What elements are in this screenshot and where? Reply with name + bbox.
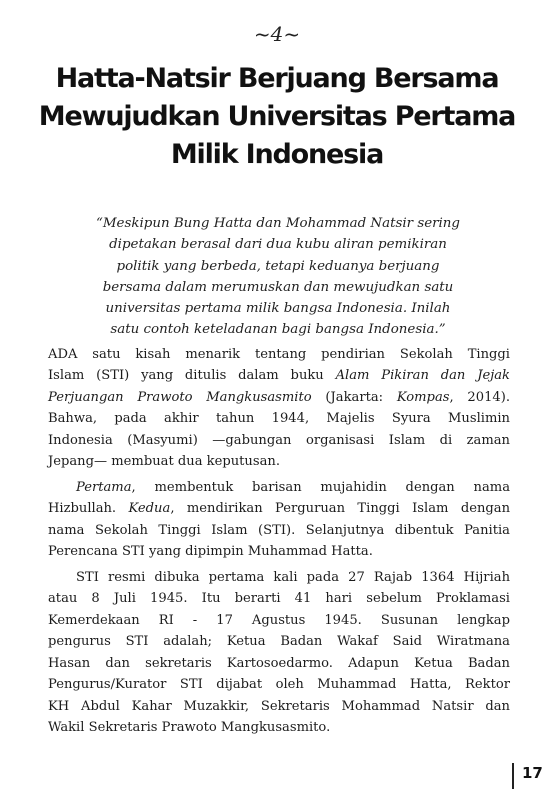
text-line: atau 8 Juli 1945. Itu berarti 41 hari sebelum Proklamasi — [48, 591, 510, 607]
quote-line: “Meskipun Bung Hatta dan Mohammad Natsir sering — [96, 216, 460, 231]
text-line: Perencana STI yang dipimpin Muhammad Hatta. — [48, 544, 373, 560]
text-run: , mendirikan Perguruan Tinggi Islam dengan — [170, 501, 510, 517]
title-line: Mewujudkan Universitas Pertama — [38, 101, 516, 132]
text-line — [48, 387, 510, 408]
title-line: Milik Indonesia — [170, 139, 384, 170]
text-line: Kemerdekaan RI - 17 Agustus 1945. Susunan lengkap — [48, 612, 510, 628]
epigraph-quote — [66, 213, 490, 341]
quote-line: dipetakan berasal dari dua kubu aliran pemikiran — [109, 237, 447, 253]
text-line: Wakil Sekretaris Prawoto Mangkusasmito. — [48, 719, 331, 735]
book-title: Perjuangan Prawoto Mangkusasmito — [48, 389, 312, 405]
text-run: Hizbullah. — [48, 501, 129, 517]
quote-line: politik yang berbeda, tetapi keduanya berjuang — [116, 258, 440, 274]
text-line: KH Abdul Kahar Muzakkir, Sekretaris Mohammad Natsir dan — [48, 698, 510, 714]
quote-line: bersama dalam merumuskan dan mewujudkan satu — [102, 279, 454, 295]
text-line — [48, 498, 510, 519]
text-run: , membentuk barisan mujahidin dengan nama — [131, 479, 510, 495]
text-line — [48, 477, 510, 498]
text-line: Indonesia (Masyumi) —gabungan organisasi Islam di zaman — [48, 432, 510, 448]
quote-line: universitas pertama milik bangsa Indonesia. Inilah — [105, 301, 451, 317]
text-line: STI resmi dibuka pertama kali pada 27 Rajab 1364 Hijriah — [76, 570, 510, 586]
text-line: Bahwa, pada akhir tahun 1944, Majelis Syura Muslimin — [48, 411, 510, 427]
text-line — [48, 365, 510, 386]
page-number-divider — [512, 763, 514, 789]
emphasis: Pertama — [76, 479, 132, 495]
chapter-title — [20, 60, 534, 174]
chapter-number: ~4~ — [253, 22, 301, 46]
emphasis: Kedua — [128, 501, 171, 517]
paragraph — [48, 477, 510, 563]
text-run: , 2014). — [449, 389, 510, 405]
text-line: Hasan dan sekretaris Kartosoedarmo. Adapun Ketua Badan — [48, 655, 510, 671]
publisher-name: Kompas — [396, 389, 450, 405]
body-text — [48, 344, 510, 743]
book-title: Alam Pikiran dan Jejak — [335, 368, 510, 384]
page-number: 17 — [522, 764, 543, 782]
text-line: pengurus STI adalah; Ketua Badan Wakaf Said Wiratmana — [48, 634, 510, 650]
text-line: Jepang— membuat dua keputusan. — [48, 454, 280, 470]
title-line: Hatta-Natsir Berjuang Bersama — [55, 63, 499, 94]
text-run: (Jakarta: — [311, 389, 397, 405]
quote-line: satu contoh keteladanan bagi bangsa Indonesia.” — [110, 322, 446, 338]
text-line: nama Sekolah Tinggi Islam (STI). Selanjutnya dibentuk Panitia — [48, 522, 510, 538]
text-line: ADA satu kisah menarik tentang pendirian Sekolah Tinggi — [48, 347, 510, 362]
paragraph — [48, 567, 510, 738]
text-run: Islam (STI) yang ditulis dalam buku — [48, 368, 336, 384]
paragraph — [48, 344, 510, 472]
text-line: Pengurus/Kurator STI dijabat oleh Muhammad Hatta, Rektor — [48, 677, 510, 693]
